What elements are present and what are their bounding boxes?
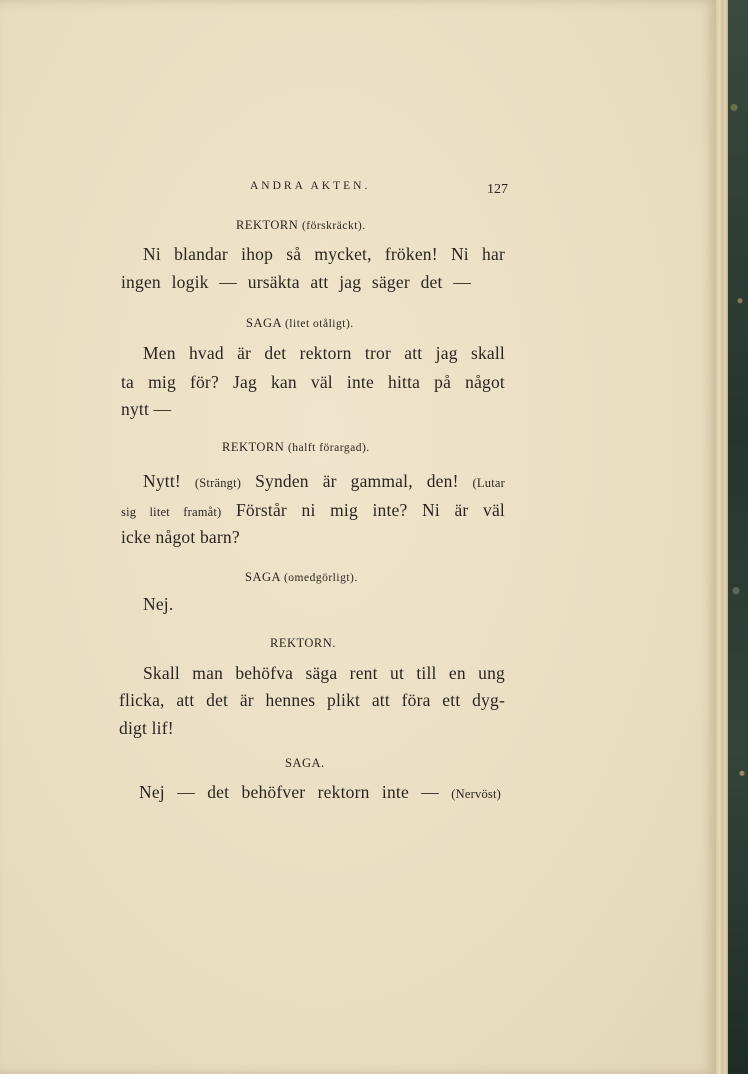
speaker-heading — [222, 440, 370, 455]
speaker-name: SAGA. — [285, 756, 325, 770]
stage-direction: (omedgörligt). — [283, 572, 358, 584]
stage-direction: (halft förargad). — [287, 442, 370, 454]
dialogue-line — [121, 500, 505, 521]
dialogue-line: ta mig för? Jag kan väl inte hitta på något — [121, 372, 505, 392]
dialogue-line: ingen logik — ursäkta att jag säger det — — [121, 272, 471, 292]
speaker-name: REKTORN — [222, 440, 285, 454]
page-edges — [716, 0, 728, 1074]
running-head-title: ANDRA AKTEN. — [250, 180, 371, 192]
speaker-heading — [246, 316, 354, 331]
speaker-heading — [270, 636, 336, 651]
dialogue-line: Nej. — [143, 594, 174, 614]
stage-direction: (litet otåligt). — [284, 318, 354, 330]
inline-stage-direction: (Lutar — [472, 476, 505, 490]
inline-stage-direction: sig litet framåt) — [121, 505, 222, 519]
dialogue-line: icke något barn? — [121, 527, 240, 547]
speaker-name: REKTORN. — [270, 636, 336, 650]
dialogue-line: digt lif! — [119, 718, 174, 738]
speaker-name: SAGA — [246, 316, 282, 330]
dialogue-line: nytt — — [121, 399, 172, 419]
dialogue-text: Nej — det behöfver rektorn inte — — [139, 782, 439, 802]
speaker-name: SAGA — [245, 570, 281, 584]
dialogue-line — [139, 782, 501, 803]
speaker-heading — [236, 218, 366, 233]
stage-direction: (förskräckt). — [301, 220, 366, 232]
speaker-heading — [285, 756, 325, 771]
speaker-heading — [245, 570, 358, 585]
dialogue-text: Förstår ni mig inte? Ni är väl — [235, 500, 505, 520]
dialogue-text: Synden är gammal, den! — [255, 471, 459, 491]
dialogue-line — [143, 471, 505, 492]
page-number: 127 — [487, 182, 508, 197]
speaker-name: REKTORN — [236, 218, 299, 232]
dialogue-line: Ni blandar ihop så mycket, fröken! Ni har — [143, 244, 505, 264]
inline-stage-direction: (Nervöst) — [451, 787, 501, 801]
dialogue-line: Men hvad är det rektorn tror att jag skall — [143, 343, 505, 363]
dialogue-line: Skall man behöfva säga rent ut till en ung — [143, 663, 505, 683]
dialogue-text: Nytt! — [143, 471, 181, 491]
dialogue-line: flicka, att det är hennes plikt att föra ett dyg- — [119, 690, 505, 710]
marbled-cover-edge — [728, 0, 748, 1074]
inline-stage-direction: (Strängt) — [194, 476, 242, 490]
